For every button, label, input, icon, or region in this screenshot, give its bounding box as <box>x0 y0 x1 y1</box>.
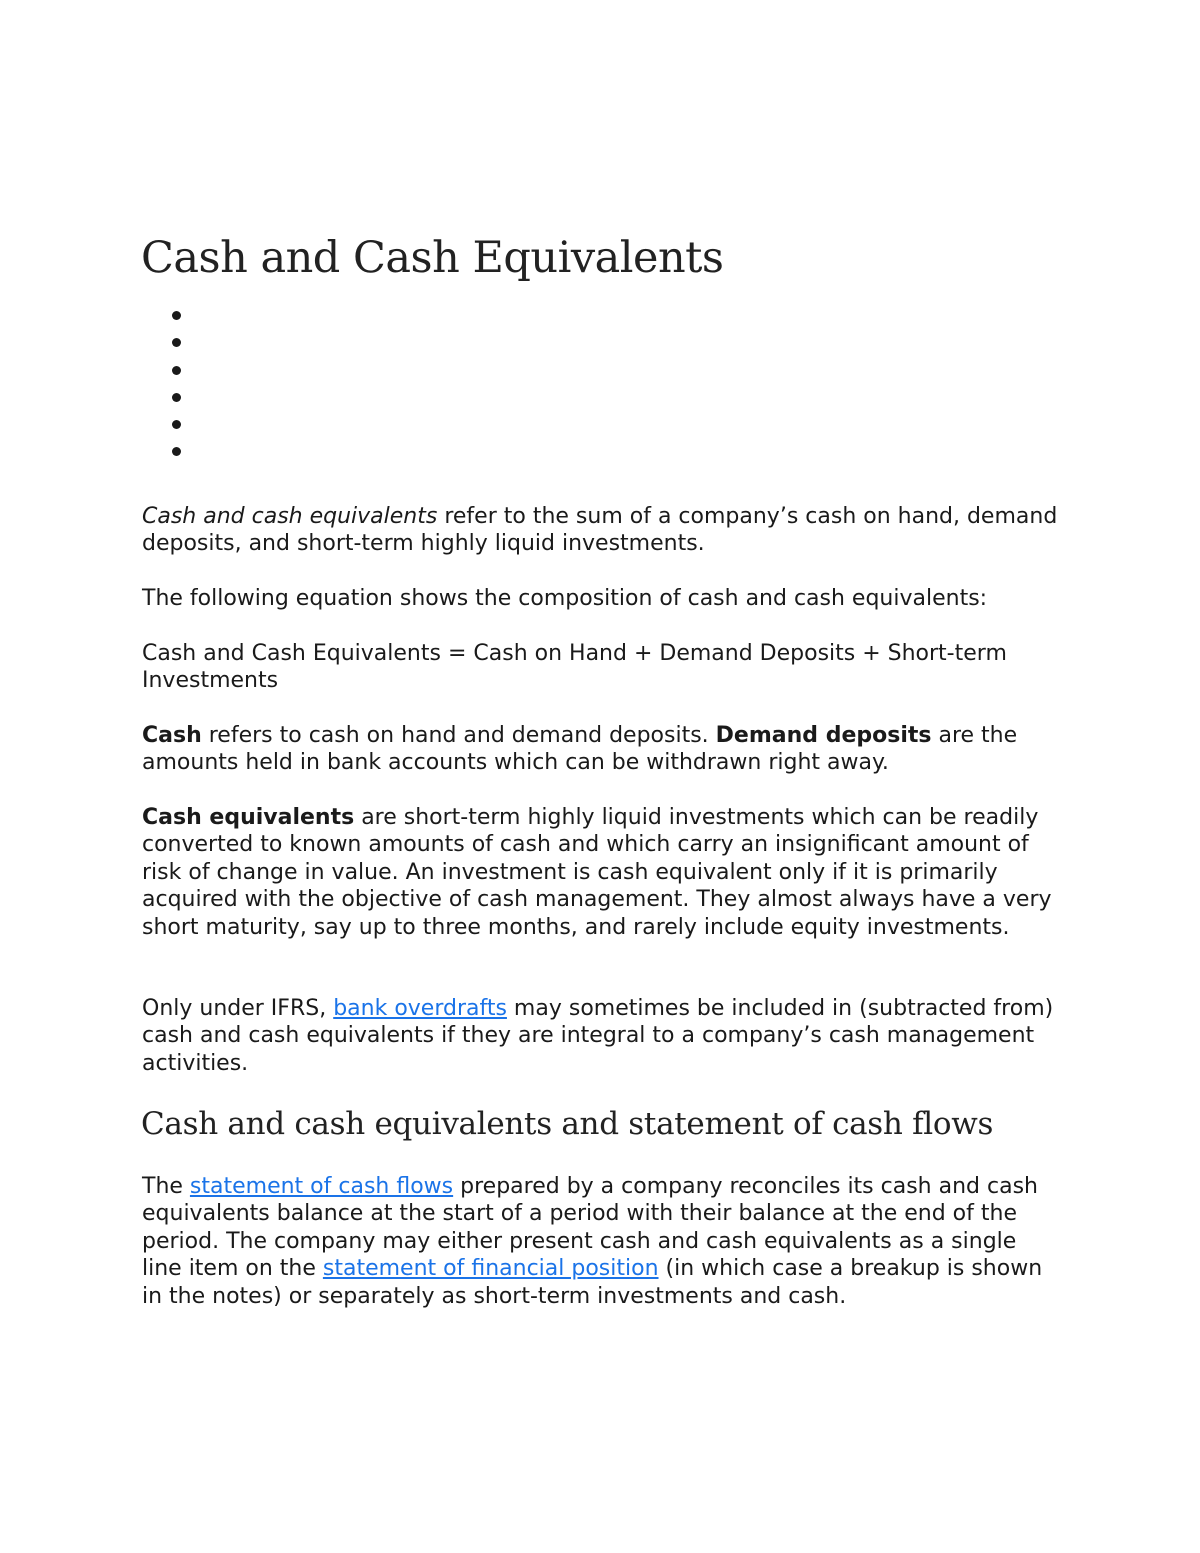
section-heading: Cash and cash equivalents and statement of cash flows <box>141 1106 994 1142</box>
cash-equivalents-paragraph <box>142 804 1062 941</box>
bullet-icon <box>172 393 181 402</box>
cash-equivalents-term: Cash equivalents <box>142 805 355 830</box>
bullet-icon <box>172 338 181 347</box>
empty-bullet-list <box>172 311 181 475</box>
statement-of-financial-position-link[interactable]: statement of financial position <box>322 1256 659 1282</box>
bullet-icon <box>172 366 181 375</box>
demand-deposits-text: are the amounts held in bank accounts which can be withdrawn right away. <box>142 723 1018 776</box>
intro-paragraph <box>142 503 1062 558</box>
cf-text-after: (in which case a breakup is shown in the notes) or separately as short-term investments and cash. <box>142 1256 1043 1309</box>
ifrs-text-after: may sometimes be included in (subtracted from) cash and cash equivalents if they are integral to a company’s cash management activities. <box>142 996 1054 1076</box>
bullet-icon <box>172 447 181 456</box>
cash-definition-text: refers to cash on hand and demand deposits. <box>201 723 716 748</box>
bullet-icon <box>172 311 181 320</box>
ifrs-text-before: Only under IFRS, <box>142 996 334 1021</box>
equation-lead-paragraph: The following equation shows the composition of cash and cash equivalents: <box>142 586 988 611</box>
equation-paragraph: Cash and Cash Equivalents = Cash on Hand + Demand Deposits + Short-term Investments <box>142 641 1007 694</box>
cash-equivalents-text: are short-term highly liquid investments which can be readily converted to known amounts of cash and which carry an insignificant amount of risk of change in value. An investment is cash equivalent only if it is primarily acquired with the objective of cash management. They almost always have a very short maturity, say up to three months, and rarely include equity investments. <box>142 805 1052 940</box>
cash-definition-paragraph <box>142 722 1062 777</box>
bullet-icon <box>172 420 181 429</box>
page-title: Cash and Cash Equivalents <box>141 233 724 283</box>
cash-flows-paragraph <box>142 1173 1062 1310</box>
bank-overdrafts-link[interactable]: bank overdrafts <box>333 996 507 1021</box>
cash-term: Cash <box>142 723 202 748</box>
statement-of-cash-flows-link[interactable]: statement of cash flows <box>189 1174 454 1199</box>
intro-term: Cash and cash equivalents <box>142 504 438 529</box>
ifrs-paragraph <box>142 995 1062 1077</box>
demand-deposits-term: Demand deposits <box>715 723 932 748</box>
cf-text-middle: prepared by a company reconciles its cash and cash equivalents balance at the start of a period with their balance at the end of the period. The company may either present cash and cash equivalents as a single line item on the <box>142 1174 1038 1282</box>
intro-text: refer to the sum of a company’s cash on hand, demand deposits, and short-term highly liquid investments. <box>142 504 1058 557</box>
cf-text-before: The <box>142 1174 190 1199</box>
